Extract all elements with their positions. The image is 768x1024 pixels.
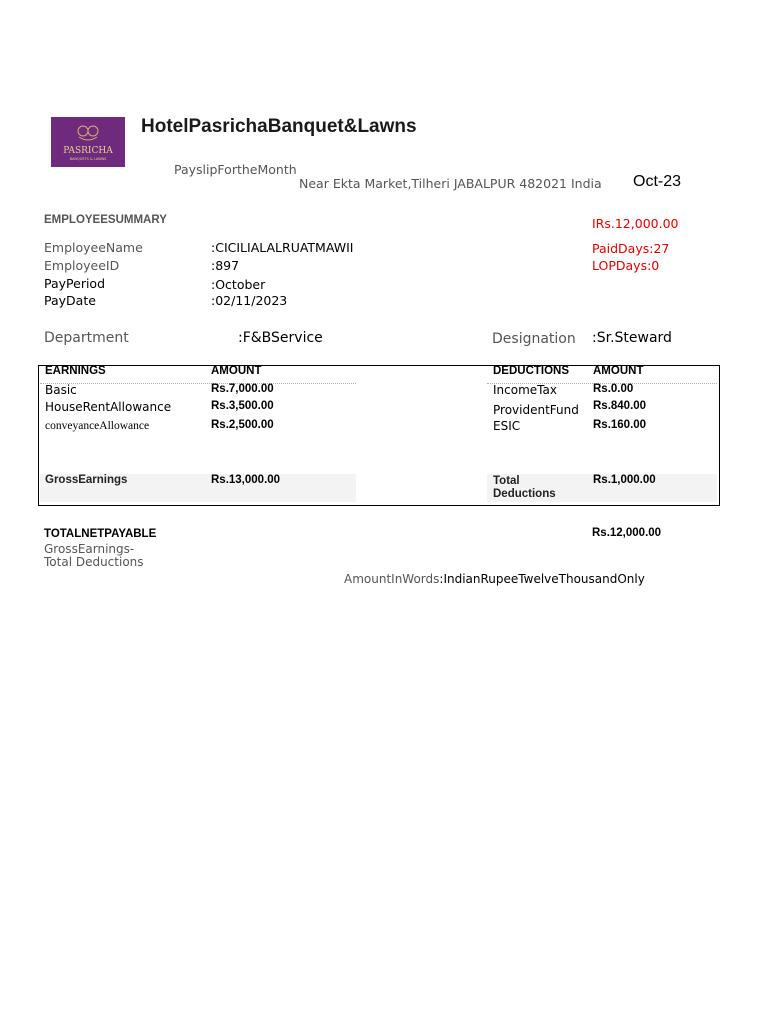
company-address: Near Ekta Market,Tilheri JABALPUR 482021 India [299,176,602,191]
total-deductions-label-line2: Deductions [493,488,556,500]
earnings-header-divider [40,383,356,384]
net-formula-line1: GrossEarnings- [44,542,135,556]
deduction-esic-label: ESIC [493,419,521,433]
deduction-pf-label: ProvidentFund [493,403,579,417]
svg-text:BANQUETS & LAWNS: BANQUETS & LAWNS [69,157,107,161]
pay-date-label: PayDate [44,293,96,308]
deductions-header: DEDUCTIONS [493,365,570,377]
net-formula-line2: Total Deductions [44,555,144,569]
designation-value: :Sr.Steward [592,330,672,346]
gross-earnings-label: GrossEarnings [45,474,128,486]
deduction-esic-amount: Rs.160.00 [593,419,647,431]
amount-in-words [344,572,645,586]
lop-days: LOPDays:0 [592,258,660,273]
earnings-amount-header: AMOUNT [211,365,262,377]
earning-basic-label: Basic [45,383,77,397]
net-payable-label: TOTALNETPAYABLE [44,528,157,540]
department-value: :F&BService [238,330,323,346]
designation-label: Designation [492,331,576,347]
logo-emblem-icon [51,117,125,167]
summary-net-amount: IRs.12,000.00 [592,216,679,231]
svg-text:PASRICHA: PASRICHA [63,146,113,156]
earning-basic-amount: Rs.7,000.00 [211,383,274,395]
pay-period-label: PayPeriod [44,276,106,291]
deduction-pf-amount: Rs.840.00 [593,400,647,412]
employee-name-value: :CICILIALALRUATMAWII [211,240,354,255]
deduction-income-tax-amount: Rs.0.00 [593,383,634,395]
company-name: HotelPasrichaBanquet&Lawns [141,116,417,137]
employee-id-label: EmployeeID [44,258,120,273]
payslip-label: PayslipFortheMonth [174,162,297,177]
earnings-header: EARNINGS [45,365,106,377]
employee-name-label: EmployeeName [44,240,143,255]
amount-in-words-value: :IndianRupeeTwelveThousandOnly [439,572,645,586]
department-label: Department [44,330,129,346]
pay-date-value: :02/11/2023 [211,293,288,308]
paid-days: PaidDays:27 [592,241,670,256]
deductions-amount-header: AMOUNT [593,365,644,377]
total-deductions-amount: Rs.1,000.00 [593,474,656,486]
payslip-month: Oct-23 [633,173,682,190]
earning-conveyance-amount: Rs.2,500.00 [211,419,274,431]
total-deductions-label-line1: Total [493,475,520,487]
pay-period-value: :October [211,277,266,292]
amount-in-words-label: AmountInWords [344,572,440,586]
company-logo [51,117,125,167]
earning-conveyance-label: conveyanceAllowance [45,420,150,432]
gross-earnings-amount: Rs.13,000.00 [211,474,281,486]
employee-id-value: :897 [211,258,240,273]
earning-hra-amount: Rs.3,500.00 [211,400,274,412]
net-payable-amount: Rs.12,000.00 [592,527,662,539]
earning-hra-label: HouseRentAllowance [45,400,172,414]
summary-heading: EMPLOYEESUMMARY [44,214,167,226]
deduction-income-tax-label: IncomeTax [493,383,557,397]
